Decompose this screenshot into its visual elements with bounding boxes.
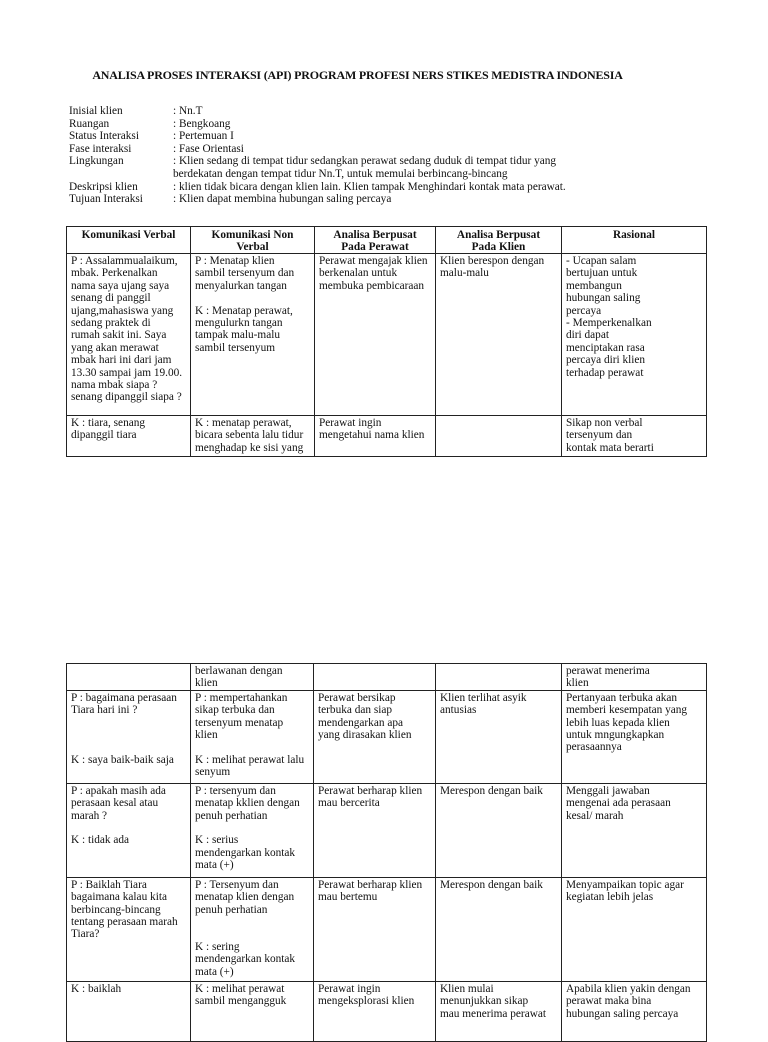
- info-label: Status Interaksi: [69, 130, 139, 143]
- table-row: [67, 877, 707, 981]
- cell-nonverbal: berlawanan dengan klien: [191, 664, 314, 691]
- cell-rationale: Apabila klien yakin dengan perawat maka bina hubungan saling percaya: [562, 981, 707, 1041]
- cell-verbal: K : tiara, senang dipanggil tiara: [67, 416, 191, 457]
- cell-rationale: Menyampaikan topic agar kegiatan lebih jelas: [562, 877, 707, 981]
- info-value: : Fase Orientasi: [173, 142, 244, 155]
- info-row-room: [69, 118, 643, 131]
- cell-verbal: K : baiklah: [67, 981, 191, 1041]
- header-verbal: Komunikasi Verbal: [67, 227, 191, 254]
- cell-client-analysis: Merespon dengan baik: [436, 877, 562, 981]
- info-value: : Klien dapat membina hubungan saling percaya: [173, 193, 392, 206]
- info-label: Lingkungan: [69, 155, 124, 168]
- cell-nonverbal: K : menatap perawat, bicara sebenta lalu tidur menghadap ke sisi yang: [191, 416, 315, 457]
- info-row-phase: [69, 143, 643, 156]
- cell-client-analysis: Merespon dengan baik: [436, 783, 562, 877]
- cell-nurse-analysis: Perawat mengajak klien berkenalan untuk membuka pembicaraan: [315, 254, 436, 416]
- cell-nonverbal: K : melihat perawat sambil mengangguk: [191, 981, 314, 1041]
- table-row: [67, 664, 707, 691]
- cell-nurse-analysis: Perawat berharap klien mau bertemu: [314, 877, 436, 981]
- cell-client-analysis: Klien terlihat asyik antusias: [436, 690, 562, 783]
- cell-nurse-analysis: Perawat ingin mengeksplorasi klien: [314, 981, 436, 1041]
- info-label: Ruangan: [69, 117, 110, 130]
- header-nonverbal: Komunikasi Non Verbal: [191, 227, 315, 254]
- table-row: [67, 981, 707, 1041]
- cell-nonverbal: P : mempertahankan sikap terbuka dan tersenyum menatap klien K : melihat perawat lalu senyum: [191, 690, 314, 783]
- info-label: Tujuan Interaksi: [69, 193, 143, 206]
- header-rationale: Rasional: [562, 227, 707, 254]
- info-value: : klien tidak bicara dengan klien lain. Klien tampak Menghindari kontak mata perawat.: [173, 180, 566, 193]
- info-row-description: [69, 181, 643, 194]
- cell-nurse-analysis: Perawat ingin mengetahui nama klien: [315, 416, 436, 457]
- cell-client-analysis: [436, 416, 562, 457]
- table-header-row: [67, 227, 707, 254]
- info-row-environment: [69, 155, 643, 180]
- cell-rationale: Pertanyaan terbuka akan memberi kesempatan yang lebih luas kepada klien untuk mngungkapkan perasaannya: [562, 690, 707, 783]
- info-value: : Bengkoang: [173, 117, 231, 130]
- info-label: Fase interaksi: [69, 142, 132, 155]
- cell-rationale: Sikap non verbal tersenyum dan kontak mata berarti: [562, 416, 707, 457]
- cell-client-analysis: Klien berespon dengan malu-malu: [436, 254, 562, 416]
- table-row: [67, 690, 707, 783]
- cell-verbal: P : Baiklah Tiara bagaimana kalau kita berbincang-bincang tentang perasaan marah Tiara?: [67, 877, 191, 981]
- cell-nurse-analysis: Perawat bersikap terbuka dan siap mendengarkan apa yang dirasakan klien: [314, 690, 436, 783]
- table-row: [67, 254, 707, 416]
- cell-nurse-analysis: Perawat berharap klien mau bercerita: [314, 783, 436, 877]
- cell-nonverbal: P : tersenyum dan menatap kklien dengan penuh perhatian K : serius mendengarkan kontak mata (+): [191, 783, 314, 877]
- info-value: : Klien sedang di tempat tidur sedangkan perawat sedang duduk di tempat tidur yang berdekatan dengan tempat tidur Nn.T, untuk memulai berbincang-bincang: [173, 155, 557, 180]
- info-row-status: [69, 130, 643, 143]
- cell-verbal: P : bagaimana perasaan Tiara hari ini ? K : saya baik-baik saja: [67, 690, 191, 783]
- info-label: Deskripsi klien: [69, 180, 138, 193]
- cell-nurse-analysis: [314, 664, 436, 691]
- cell-verbal: [67, 664, 191, 691]
- cell-nonverbal: P : Tersenyum dan menatap klien dengan penuh perhatian K : sering mendengarkan kontak mata (+): [191, 877, 314, 981]
- cell-nonverbal: P : Menatap klien sambil tersenyum dan menyalurkan tangan K : Menatap perawat, mengulurkn tangan tampak malu-malu sambil tersenyum: [191, 254, 315, 416]
- document-title: ANALISA PROSES INTERAKSI (API) PROGRAM PROFESI NERS STIKES MEDISTRA INDONESIA: [92, 68, 623, 82]
- info-row-goal: [69, 193, 643, 206]
- interaction-table-page2: [66, 663, 707, 1042]
- cell-client-analysis: [436, 664, 562, 691]
- interaction-table-page1: [66, 226, 707, 457]
- cell-rationale: Menggali jawaban mengenai ada perasaan kesal/ marah: [562, 783, 707, 877]
- info-value: : Pertemuan I: [173, 130, 234, 143]
- cell-verbal: P : apakah masih ada perasaan kesal atau marah ? K : tidak ada: [67, 783, 191, 877]
- table-row: [67, 416, 707, 457]
- header-nurse-analysis: Analisa Berpusat Pada Perawat: [315, 227, 436, 254]
- cell-verbal: P : Assalammualaikum, mbak. Perkenalkan nama saya ujang saya senang di panggil ujang,mahasiswa yang sedang praktek di rumah sakit ini. Saya yang akan merawat mbak hari ini dari jam 13.30 sampai jam 19.00. nama mbak siapa ? senang dipanggil siapa ?: [67, 254, 191, 416]
- header-client-analysis: Analisa Berpusat Pada Klien: [436, 227, 562, 254]
- info-label: Inisial klien: [69, 105, 123, 117]
- cell-rationale: - Ucapan salam bertujuan untuk membangun hubungan saling percaya - Memperkenalkan diri dapat menciptakan rasa percaya diri klien terhadap perawat: [562, 254, 707, 416]
- client-info: [69, 105, 643, 206]
- cell-rationale: perawat menerima klien: [562, 664, 707, 691]
- info-row-initial: [69, 105, 643, 118]
- table-row: [67, 783, 707, 877]
- cell-client-analysis: Klien mulai menunjukkan sikap mau menerima perawat: [436, 981, 562, 1041]
- info-value: : Nn.T: [173, 105, 203, 117]
